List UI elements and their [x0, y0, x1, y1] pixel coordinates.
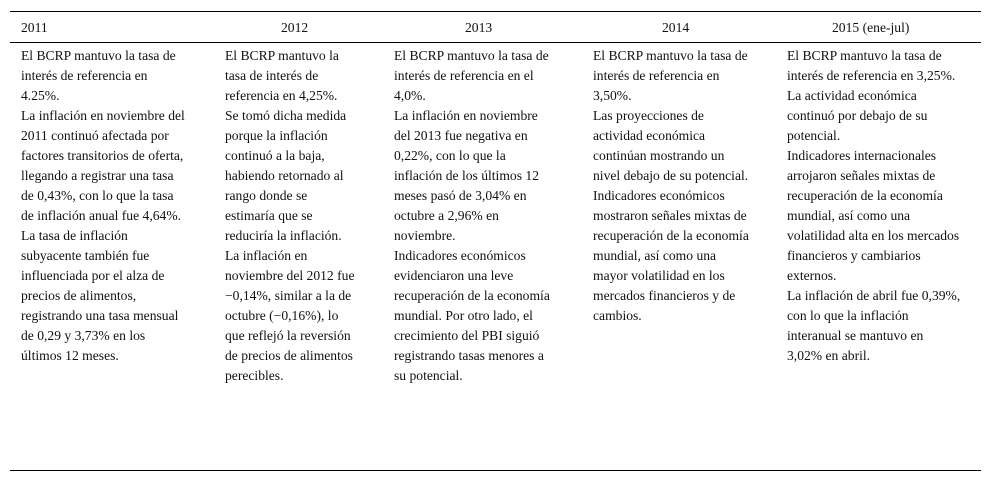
cell-text: La inflación en noviembre del 2011 continuó afectada por factores transitorios de oferta, llegando a registrar una tasa de 0,43%, con lo que la tasa de inflación anual fue 4,64%. [21, 108, 185, 223]
header-2014: 2014 [662, 20, 690, 35]
cell-text: La tasa de inflación subyacente también fue influenciada por el alza de precios de alimentos, registrando una tasa mensual de 0,29 y 3,73% en los últimos 12 meses. [21, 228, 179, 363]
cell-text: Las proyecciones de actividad económica continúan mostrando un nivel debajo de su potencial. [593, 108, 749, 183]
column-2013 [394, 46, 554, 386]
column-2011 [21, 46, 189, 366]
column-2015 [787, 46, 961, 366]
cell-text: La actividad económica continuó por debajo de su potencial. [787, 88, 928, 143]
cell-text: Indicadores económicos evidenciaron una leve recuperación de la economía mundial. Por otro lado, el crecimiento del PBI siguió registrando tasas menores a su potencial. [394, 248, 550, 383]
cell-text: La inflación de abril fue 0,39%, con lo que la inflación interanual se mantuvo en 3,02% en abril. [787, 288, 961, 363]
cell-text: Se tomó dicha medida porque la inflación continuó a la baja, habiendo retornado al rango donde se estimaría que se reduciría la inflación. [225, 108, 347, 243]
cell-text: El BCRP mantuvo la tasa de interés de referencia en el 4,0%. [394, 48, 549, 103]
cell-text: El BCRP mantuvo la tasa de interés de referencia en 4.25%. [21, 48, 176, 103]
cell-text: La inflación en noviembre del 2012 fue −0,14%, similar a la de octubre (−0,16%), lo que reflejó la reversión de precios de alimentos perecibles. [225, 248, 355, 383]
header-2011: 2011 [21, 20, 48, 35]
header-2012: 2012 [281, 20, 309, 35]
header-rule [10, 42, 981, 43]
cell-text: La inflación en noviembre del 2013 fue negativa en 0,22%, con lo que la inflación de los últimos 12 meses pasó de 3,04% en octubre a 2,96% en noviembre. [394, 108, 539, 243]
column-2014 [593, 46, 753, 326]
column-2012 [225, 46, 359, 386]
header-2013: 2013 [465, 20, 493, 35]
cell-text: Indicadores internacionales arrojaron señales mixtas de recuperación de la economía mundial, así como una volatilidad alta en los mercados financieros y cambiarios externos. [787, 148, 960, 283]
cell-text: Indicadores económicos mostraron señales mixtas de recuperación de la economía mundial, así como una mayor volatilidad en los mercados financieros y de cambios. [593, 188, 749, 323]
cell-text: El BCRP mantuvo la tasa de interés de referencia en 4,25%. [225, 48, 339, 103]
cell-text: El BCRP mantuvo la tasa de interés de referencia en 3,25%. [787, 48, 956, 83]
policy-table [10, 11, 981, 471]
header-2015: 2015 (ene-jul) [832, 20, 910, 35]
cell-text: El BCRP mantuvo la tasa de interés de referencia en 3,50%. [593, 48, 748, 103]
